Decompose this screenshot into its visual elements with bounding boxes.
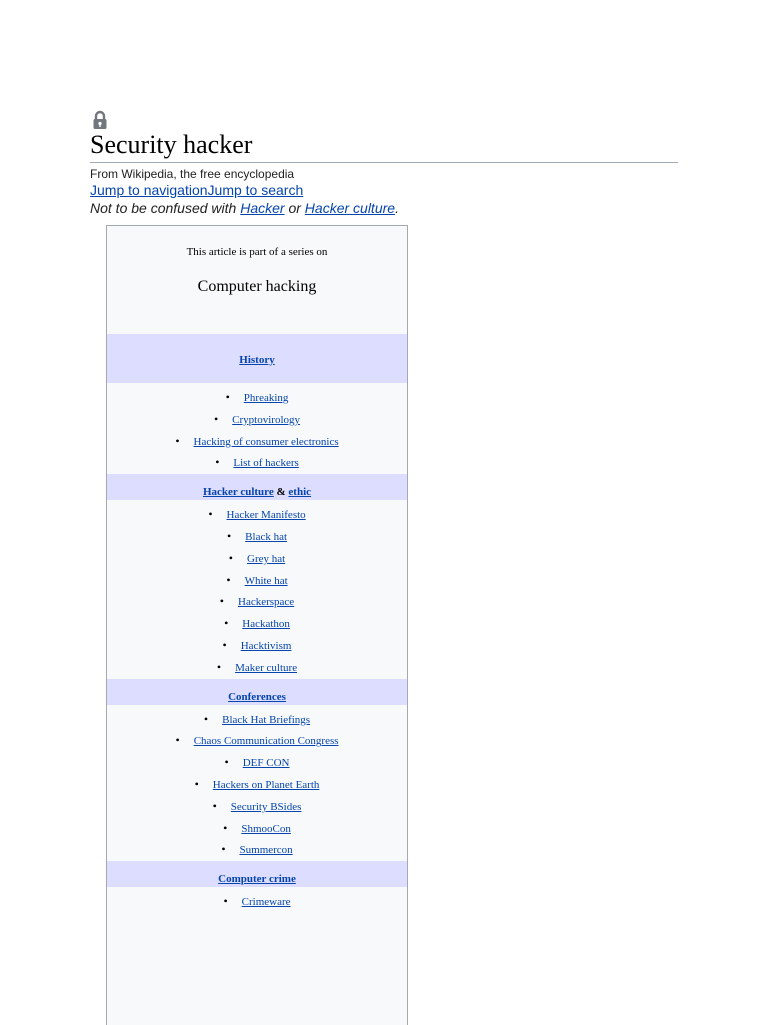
crime-list bbox=[107, 887, 407, 913]
list-item bbox=[107, 431, 407, 453]
list-item bbox=[107, 774, 407, 796]
link-crimeware[interactable]: Crimeware bbox=[241, 896, 291, 909]
bullet-icon: • bbox=[226, 528, 232, 543]
list-item bbox=[107, 635, 407, 657]
list-item bbox=[107, 526, 407, 548]
bullet-icon: • bbox=[208, 507, 213, 522]
hatnote-or: or bbox=[284, 200, 305, 216]
link-shmoocon[interactable]: ShmooCon bbox=[241, 822, 291, 835]
link-list-of-hackers[interactable]: List of hackers bbox=[233, 457, 299, 470]
section-link-computer-crime[interactable]: Computer crime bbox=[218, 873, 296, 886]
list-item bbox=[107, 752, 407, 774]
list-item bbox=[107, 657, 407, 679]
bullet-icon: • bbox=[224, 616, 229, 631]
link-hackerspace[interactable]: Hackerspace bbox=[238, 596, 295, 609]
list-item bbox=[107, 570, 407, 592]
jump-to-search-link[interactable]: Jump to search bbox=[207, 182, 304, 198]
bullet-icon: • bbox=[175, 433, 180, 448]
list-item bbox=[107, 409, 407, 431]
section-header-history bbox=[107, 334, 407, 383]
page-title: Security hacker bbox=[90, 130, 253, 159]
hatnote-suffix: . bbox=[395, 200, 399, 216]
bullet-icon: • bbox=[212, 798, 217, 813]
section-link-hacker-culture[interactable]: Hacker culture bbox=[202, 486, 274, 499]
list-item bbox=[107, 796, 407, 818]
bullet-icon: • bbox=[223, 894, 228, 909]
list-item bbox=[107, 613, 407, 635]
section-header-computer-crime bbox=[107, 861, 407, 887]
section-link-ethic[interactable]: ethic bbox=[288, 486, 312, 499]
list-item bbox=[107, 591, 407, 613]
list-item bbox=[107, 818, 407, 840]
hatnote-link-hacker[interactable]: Hacker bbox=[240, 200, 285, 216]
hatnote-prefix: Not to be confused with bbox=[90, 200, 241, 216]
list-item bbox=[107, 839, 407, 861]
title-divider bbox=[90, 162, 678, 163]
section-header-conferences bbox=[107, 679, 407, 705]
series-sidebar bbox=[106, 225, 408, 1025]
conferences-list bbox=[107, 705, 407, 862]
list-item bbox=[107, 504, 407, 526]
list-item bbox=[107, 730, 407, 752]
bullet-icon: • bbox=[225, 390, 230, 404]
link-maker-culture[interactable]: Maker culture bbox=[235, 661, 298, 674]
list-item bbox=[107, 891, 407, 913]
link-hacker-manifesto[interactable]: Hacker Manifesto bbox=[226, 509, 306, 522]
link-cryptovirology[interactable]: Cryptovirology bbox=[232, 413, 301, 426]
link-chaos-communication-congress[interactable]: Chaos Communication Congress bbox=[193, 735, 339, 748]
section-header-culture bbox=[107, 474, 407, 500]
link-grey-hat[interactable]: Grey hat bbox=[247, 552, 286, 565]
link-hacking-consumer-electronics[interactable]: Hacking of consumer electronics bbox=[193, 435, 339, 448]
lock-icon bbox=[92, 110, 108, 130]
section-header-amp: & bbox=[273, 486, 289, 499]
link-black-hat[interactable]: Black hat bbox=[245, 530, 288, 543]
history-list bbox=[107, 383, 407, 474]
bullet-icon: • bbox=[222, 637, 227, 652]
bullet-icon: • bbox=[213, 411, 219, 426]
site-tagline: From Wikipedia, the free encyclopedia bbox=[90, 167, 295, 181]
culture-list bbox=[107, 500, 407, 678]
bullet-icon: • bbox=[224, 755, 229, 770]
bullet-icon: • bbox=[226, 572, 231, 587]
list-item bbox=[107, 709, 407, 731]
hatnote bbox=[90, 199, 399, 217]
link-black-hat-briefings[interactable]: Black Hat Briefings bbox=[222, 713, 311, 726]
section-link-history[interactable]: History bbox=[239, 354, 275, 366]
section-link-conferences[interactable]: Conferences bbox=[228, 690, 286, 703]
link-def-con[interactable]: DEF CON bbox=[242, 757, 290, 770]
bullet-icon: • bbox=[228, 550, 233, 565]
link-hackathon[interactable]: Hackathon bbox=[242, 618, 290, 631]
link-phreaking[interactable]: Phreaking bbox=[243, 392, 289, 404]
list-item bbox=[107, 387, 407, 409]
link-security-bsides[interactable]: Security BSides bbox=[230, 800, 302, 813]
bullet-icon: • bbox=[215, 455, 220, 470]
bullet-icon: • bbox=[221, 842, 226, 857]
link-hacktivism[interactable]: Hacktivism bbox=[240, 639, 292, 652]
list-item bbox=[107, 452, 407, 474]
link-summercon[interactable]: Summercon bbox=[239, 844, 293, 857]
bullet-icon: • bbox=[219, 594, 224, 609]
bullet-icon: • bbox=[223, 820, 228, 835]
bullet-icon: • bbox=[194, 776, 199, 791]
bullet-icon: • bbox=[175, 733, 180, 748]
list-item bbox=[107, 548, 407, 570]
jump-to-navigation-link[interactable]: Jump to navigation bbox=[90, 182, 208, 198]
link-hackers-on-planet-earth[interactable]: Hackers on Planet Earth bbox=[212, 778, 320, 791]
hatnote-link-hacker-culture[interactable]: Hacker culture bbox=[304, 200, 396, 216]
sidebar-title: Computer hacking bbox=[197, 278, 317, 295]
sidebar-pretitle: This article is part of a series on bbox=[186, 246, 328, 258]
bullet-icon: • bbox=[203, 711, 209, 726]
link-white-hat[interactable]: White hat bbox=[244, 574, 288, 587]
bullet-icon: • bbox=[216, 659, 222, 674]
jump-links bbox=[90, 181, 303, 199]
